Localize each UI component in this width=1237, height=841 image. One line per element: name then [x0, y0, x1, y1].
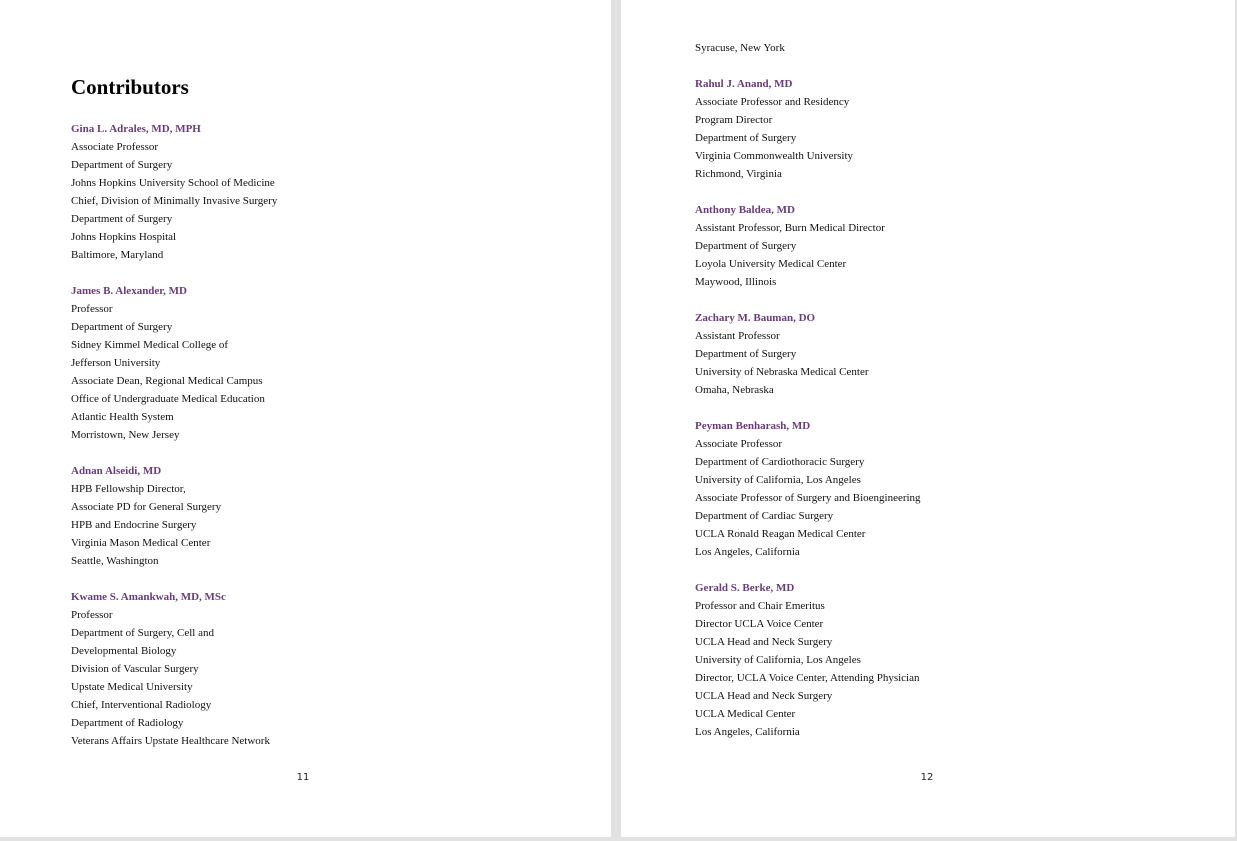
affiliation-line: Baltimore, Maryland — [71, 249, 164, 261]
affiliation-line: University of Nebraska Medical Center — [695, 366, 869, 378]
affiliation-line: Department of Surgery — [695, 132, 797, 144]
contributor-name: Kwame S. Amankwah, MD, MSc — [71, 591, 226, 603]
carry-over-line: Syracuse, New York — [695, 42, 785, 54]
affiliation-line: Department of Radiology — [71, 717, 184, 729]
contributor-name: Adnan Alseidi, MD — [71, 465, 162, 477]
affiliation-line: Department of Surgery — [71, 213, 173, 225]
affiliation-line: Associate Professor — [71, 141, 159, 153]
affiliation-line: UCLA Head and Neck Surgery — [695, 636, 833, 648]
affiliation-line: Division of Vascular Surgery — [71, 663, 199, 675]
affiliation-line: University of California, Los Angeles — [695, 474, 861, 486]
contributor-entry — [71, 282, 571, 444]
affiliation-line: Omaha, Nebraska — [695, 384, 774, 396]
affiliation-line: Los Angeles, California — [695, 546, 800, 558]
affiliation-line: Chief, Interventional Radiology — [71, 699, 212, 711]
affiliation-line: Loyola University Medical Center — [695, 258, 847, 270]
affiliation-line: Department of Surgery, Cell and — [71, 627, 214, 639]
affiliation-line: Department of Surgery — [695, 240, 797, 252]
contributor-list — [695, 39, 1195, 759]
contributor-name: Zachary M. Bauman, DO — [695, 312, 816, 324]
page-number: 12 — [920, 772, 934, 783]
affiliation-line: Virginia Mason Medical Center — [71, 537, 211, 549]
affiliation-line: Associate Dean, Regional Medical Campus — [71, 375, 263, 387]
affiliation-line: Morristown, New Jersey — [71, 429, 180, 441]
affiliation-line: Johns Hopkins University School of Medicine — [71, 177, 275, 189]
affiliation-line: Jefferson University — [71, 357, 161, 369]
affiliation-line: Associate Professor of Surgery and Bioengineering — [695, 492, 921, 504]
affiliation-line: Veterans Affairs Upstate Healthcare Network — [71, 735, 270, 747]
affiliation-line: Upstate Medical University — [71, 681, 193, 693]
affiliation-line: Maywood, Illinois — [695, 276, 777, 288]
affiliation-line: Assistant Professor, Burn Medical Director — [695, 222, 885, 234]
contributor-entry — [695, 201, 1195, 291]
affiliation-line: Atlantic Health System — [71, 411, 174, 423]
affiliation-line: Department of Surgery — [71, 159, 173, 171]
page-11 — [0, 0, 611, 837]
affiliation-line: Department of Surgery — [695, 348, 797, 360]
affiliation-line: Director, UCLA Voice Center, Attending Physician — [695, 672, 920, 684]
affiliation-line: HPB Fellowship Director, — [71, 483, 186, 495]
contributor-name: Gina L. Adrales, MD, MPH — [71, 123, 201, 135]
contributor-name: Gerald S. Berke, MD — [695, 582, 795, 594]
contributor-entry — [71, 462, 571, 570]
contributor-name: Rahul J. Anand, MD — [695, 78, 793, 90]
contributor-entry — [695, 417, 1195, 561]
affiliation-line: Professor and Chair Emeritus — [695, 600, 825, 612]
contributor-entry — [695, 579, 1195, 741]
contributor-entry — [695, 309, 1195, 399]
affiliation-line: Los Angeles, California — [695, 726, 800, 738]
contributor-name: James B. Alexander, MD — [71, 285, 188, 297]
affiliation-line: Developmental Biology — [71, 645, 177, 657]
affiliation-line: Associate Professor — [695, 438, 783, 450]
contributor-entry — [71, 120, 571, 264]
affiliation-line: Program Director — [695, 114, 773, 126]
affiliation-line: Office of Undergraduate Medical Education — [71, 393, 265, 405]
affiliation-line: Department of Surgery — [71, 321, 173, 333]
affiliation-line: Richmond, Virginia — [695, 168, 782, 180]
affiliation-line: UCLA Ronald Reagan Medical Center — [695, 528, 866, 540]
affiliation-line: Assistant Professor — [695, 330, 780, 342]
affiliation-line: Seattle, Washington — [71, 555, 159, 567]
affiliation-line: UCLA Medical Center — [695, 708, 796, 720]
affiliation-line: Associate Professor and Residency — [695, 96, 850, 108]
contributor-name: Anthony Baldea, MD — [695, 204, 795, 216]
affiliation-line: Associate PD for General Surgery — [71, 501, 222, 513]
affiliation-line: Virginia Commonwealth University — [695, 150, 854, 162]
affiliation-line: Chief, Division of Minimally Invasive Surgery — [71, 195, 278, 207]
affiliation-line: Professor — [71, 609, 113, 621]
contributor-list — [71, 120, 571, 768]
contributor-name: Peyman Benharash, MD — [695, 420, 811, 432]
affiliation-line: Sidney Kimmel Medical College of — [71, 339, 229, 351]
affiliation-line: Department of Cardiothoracic Surgery — [695, 456, 865, 468]
contributor-entry — [695, 75, 1195, 183]
affiliation-line: Johns Hopkins Hospital — [71, 231, 177, 243]
affiliation-line: University of California, Los Angeles — [695, 654, 861, 666]
affiliation-line: HPB and Endocrine Surgery — [71, 519, 197, 531]
affiliation-line: Professor — [71, 303, 113, 315]
contributor-entry — [71, 588, 571, 750]
affiliation-line: UCLA Head and Neck Surgery — [695, 690, 833, 702]
page-number: 11 — [296, 772, 310, 783]
contributors-heading: Contributors — [71, 75, 189, 99]
affiliation-line: Department of Cardiac Surgery — [695, 510, 834, 522]
affiliation-line: Director UCLA Voice Center — [695, 618, 824, 630]
page-12 — [621, 0, 1235, 837]
